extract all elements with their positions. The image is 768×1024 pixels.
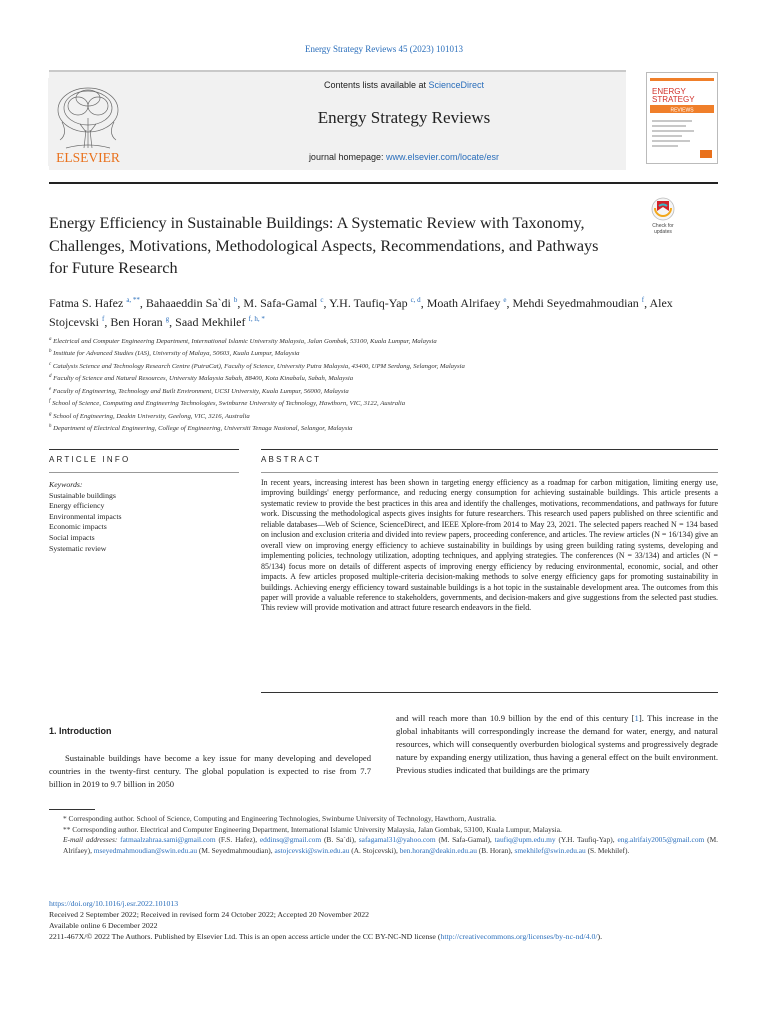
email-owner: (M. Seyedmahmoudian), [197,845,275,855]
paper-title: Energy Efficiency in Sustainable Buildings: A Systematic Review with Taxonomy, Challenges, Motivations, Methodological Aspects, Recommendations, and Pathways for Future Research [49,214,599,277]
online-date: Available online 6 December 2022 [49,920,158,930]
affiliation-item: $^e$ Faculty of Engineering, Technology and Built Environment, UCSI University, Kuala Lumpur, 56000, Malaysia [49,386,349,395]
email-link[interactable]: ben.horan@deakin.edu.au [399,845,477,855]
author-name: M. Safa-Gamal [243,296,321,310]
author-name: Ben Horan [110,315,166,329]
doi-link[interactable]: https://doi.org/10.1016/j.esr.2022.101013 [49,899,179,908]
author-list: Fatma S. Hafez $^{a, **}$, Bahaaeddin Sa`di $^b$, M. Safa-Gamal $^c$, Y.H. Taufiq-Yap $^{c, d}$, Moath Alrifaey $^e$, Mehdi Seyedmahmoudian $^f$, Alex Stojcevski $^f$, Ben Horan $^g$, Saad Mekhilef $^{f, h, *}$ [49,296,673,329]
publication-info [49,899,718,943]
affiliation-item: $^a$ Electrical and Computer Engineering Department, International Islamic University Malaysia, Jalan Gombak, 53100, Kuala Lumpur, Malaysia [49,337,437,346]
affiliation-item: $^f$ School of Science, Computing and Engineering Technologies, Swinburne University of Technology, Hawthorn, VIC, 3122, Australia [49,399,406,408]
email-link[interactable]: eddinsq@gmail.com [259,835,322,844]
sciencedirect-link[interactable]: ScienceDirect [428,80,485,90]
svg-text:ENERGY: ENERGY [652,87,686,96]
author-affiliation-marker[interactable]: f, h, * [248,315,265,323]
footnotes [49,814,718,856]
email-link[interactable]: smekhilef@swin.edu.au [514,845,586,855]
affiliation-item: $^h$ Department of Electrical Engineering, College of Engineering, Universiti Tenaga Nasional, Selangor, Malaysia [49,424,353,433]
keyword-item: Environmental impacts [49,511,122,521]
footnote-rule [49,809,95,810]
journal-reference[interactable]: Energy Strategy Reviews 45 (2023) 101013 [304,44,464,54]
affiliation-list [49,335,718,435]
svg-text:Check for: Check for [652,223,674,229]
journal-homepage: journal homepage: www.elsevier.com/locate/esr [308,152,500,162]
journal-cover-image [646,72,718,164]
author-affiliation-marker[interactable]: c, d [410,296,421,304]
affiliation-item: $^c$ Catalysis Science and Technology Research Centre (PutraCat), Faculty of Science, University Putra Malaysia, 43400, UPM Serdang, Selangor, Malaysia [49,361,465,371]
svg-text:STRATEGY: STRATEGY [652,95,695,104]
email-owner: (F.S. Hafez), [215,835,260,844]
keywords-block [49,480,239,554]
keyword-item: Systematic review [49,543,107,553]
keyword-item: Economic impacts [49,522,107,532]
publisher-wordmark: ELSEVIER [56,150,120,165]
author-name: Bahaaeddin Sa`di [145,296,234,310]
affiliation-item: $^d$ Faculty of Science and Natural Resources, University Malaysia Sabah, 88400, Kota Kinabalu, Sabah, Malaysia [49,374,354,383]
affiliation-item: $^b$ Institute for Advanced Studies (IAS), University of Malaya, 50603, Kuala Lumpur, Malaysia [49,349,300,358]
author-name: Fatma S. Hafez [49,296,127,310]
keyword-item: Social impacts [49,532,95,542]
author-name: Alex Stojcevski [49,296,673,329]
author-affiliation-marker[interactable]: a, ** [126,296,140,304]
author-affiliation-marker[interactable]: b [233,296,238,304]
author-name: Saad Mekhilef [175,315,249,329]
affiliation-item: $^g$ School of Engineering, Deakin University, Geelong, VIC, 3216, Australia [49,411,250,420]
email-owner: (M. Alrifaey), [63,835,719,855]
abstract-bottom-rule [261,692,718,693]
license-link[interactable]: http://creativecommons.org/licenses/by-nc-nd/4.0/ [440,931,598,941]
article-info-top-rule [49,449,239,450]
corresponding-author-2: ** Corresponding author. Electrical and Computer Engineering Department, International Islamic University Malaysia, Jalan Gombak, 53100, Kuala Lumpur, Malaysia. [63,824,562,834]
license-statement: 2211-467X/© 2022 The Authors. Published by Elsevier Ltd. This is an open access article under the CC BY-NC-ND license (http://creativecommons.org/licenses/by-nc-nd/4.0/). [49,931,603,941]
email-link[interactable]: eng.alrifaiy2005@gmail.com [617,835,705,844]
abstract-top-rule [261,449,718,450]
svg-text:REVIEWS: REVIEWS [670,107,694,114]
email-owner: (S. Mekhilef). [585,845,630,855]
introduction-left-column: Sustainable buildings have become a key issue for many developing and developed countries in the twenty-first century. The global population is expected to rise from 7.7 billion in 2019 to 9.7 billion in 2050 [49,753,371,790]
article-info-sub-rule [49,472,239,473]
email-owner: (M. Safa-Gamal), [435,835,495,844]
abstract-text: In recent years, increasing interest has been shown in targeting energy efficiency as a roadmap for carbon mitigation, limiting energy use, improving buildings' energy performance, and reducing energy consumption for achieving sustainable buildings. This article presents a systematic review to provide the best practices in this area and identify the challenges, motivations, recommendations, and pathways for future work. Discussing the methodological aspects gives insights for future researchers. This research used papers published on three scientific and reliable databases—Web of Science, ScienceDirect, and IEEE Xplore-from 2014 to May 23, 2021. The selected papers reached N = 134 based on inclusion and exclusion criteria and divided into review papers, proceeding conference, and articles. The review articles (N = 16/134) give an overall view on improving energy efficiency to achieve sustainability in buildings by using green building rating systems, developing and implementing policies, technology utilization, adopting techniques, and applying strategies. The conferences (N = 33/134) and articles (N = 85/134) focus more on details of different aspects of improving energy efficiency by reducing environmental, economic, social, and other impacts. A few articles proposed multiple-criteria decision-making methods to solve energy efficiency gaps for promoting sustainability in buildings. Achieving energy efficiency toward sustainable buildings is a hot topic in the sustainable development area. The outcomes from this paper will provide a valuable reference to stakeholders, governments, and decision-makers and give suggestions from the selected past studies. This review will provide motivation and attract future research endeavors in the field. [261,478,718,613]
email-owner: (Y.H. Taufiq-Yap), [555,835,618,844]
keyword-item: Energy efficiency [49,501,105,511]
email-link[interactable]: taufiq@upm.edu.my [494,835,556,844]
keyword-item: Sustainable buildings [49,490,116,500]
email-link[interactable]: safagamal31@yahoo.com [358,835,436,844]
author-affiliation-marker[interactable]: e [503,296,507,304]
author-affiliation-marker[interactable]: f [641,296,645,304]
received-dates: Received 2 September 2022; Received in revised form 24 October 2022; Accepted 20 November 2022 [49,909,370,919]
author-affiliation-marker[interactable]: g [165,315,170,323]
abstract-heading: ABSTRACT [261,455,322,464]
author-name: Mehdi Seyedmahmoudian [512,296,642,310]
citation-link[interactable]: 1 [634,713,639,723]
introduction-right-column: and will reach more than 10.9 billion by the end of this century [1]. This increase in the global inhabitants will correspondingly increase the demand for water, energy, and natural resources, which will consequently overburden biological systems and progressively degrade nature by expanding energy utilization, thus having a general effect on the built environment. Previous studies indicated that buildings are the primary [396,713,719,776]
author-affiliation-marker[interactable]: c [320,296,324,304]
author-name: Moath Alrifaey [426,296,504,310]
email-link[interactable]: mseyedmahmoudian@swin.edu.au [93,845,198,855]
email-owner: (B. Horan), [476,845,515,855]
introduction-heading: 1. Introduction [49,726,112,736]
keywords-label: Keywords: [49,480,83,489]
svg-text:updates: updates [654,229,672,235]
email-owner: (A. Stojcevski), [349,845,400,855]
corresponding-author-1: * Corresponding author. School of Science, Computing and Engineering Technologies, Swinburne University of Technology, Hawthorn, Australia. [63,814,497,823]
article-info-heading: ARTICLE INFO [49,455,131,464]
email-addresses: E-mail addresses: fatmaalzahraa.sami@gmail.com (F.S. Hafez), eddinsq@gmail.com (B. Sa`di), safagamal31@yahoo.com (M. Safa-Gamal), taufiq@upm.edu.my (Y.H. Taufiq-Yap), eng.alrifaiy2005@gmail.com (M. Alrifaey), mseyedmahmoudian@swin.edu.au (M. Seyedmahmoudian), astojcevski@swin.edu.au (A. Stojcevski), ben.horan@deakin.edu.au (B. Horan), smekhilef@swin.edu.au (S. Mekhilef). [63,835,719,855]
author-affiliation-marker[interactable]: f [102,315,105,323]
email-owner: (B. Sa`di), [321,835,359,844]
email-link[interactable]: fatmaalzahraa.sami@gmail.com [120,835,216,844]
keywords-list [49,491,239,555]
journal-title: Energy Strategy Reviews [317,108,491,127]
elsevier-tree-logo [48,78,128,166]
abstract-sub-rule [261,472,718,473]
contents-availability: Contents lists available at ScienceDirect [323,80,485,90]
email-link[interactable]: astojcevski@swin.edu.au [274,845,350,855]
check-for-updates-badge[interactable] [646,196,680,236]
author-name: Y.H. Taufiq-Yap [329,296,411,310]
header-rule [49,182,718,184]
homepage-link[interactable]: www.elsevier.com/locate/esr [386,152,500,162]
